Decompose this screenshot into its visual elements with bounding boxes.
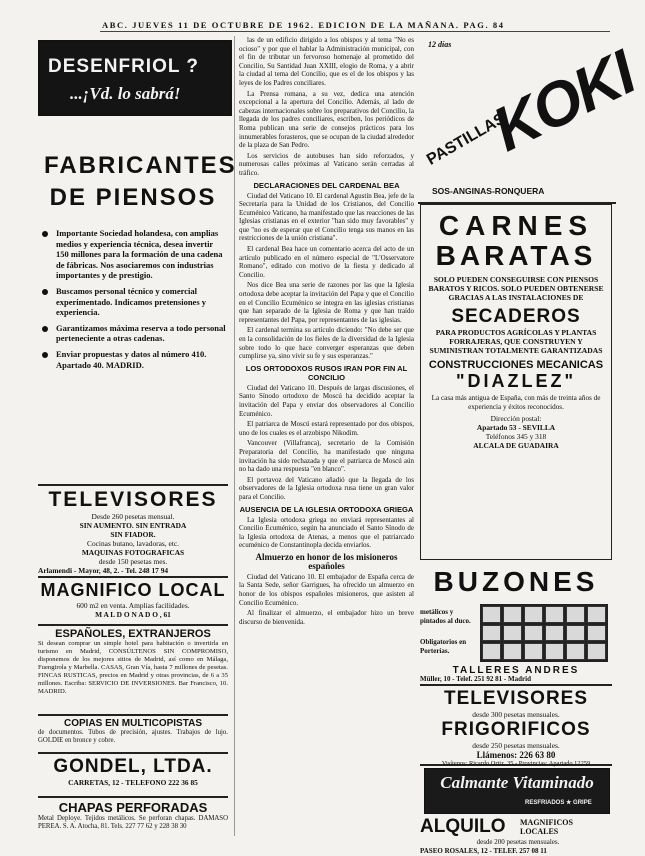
- news-paragraph: La Prensa romana, a su vez, dedica una atención excepcional a la apertura del Concilio. Además, al lado de cabezas internacionales sobre los preparativos del Concilio, la llegada de los padres conciliares, escriben, los periódicos de Roma publican una serie de consejos prácticos para los innumerables forasteros, que se ocupan de la ciudad alrededor de la plaza de San Pedro.: [239, 89, 414, 150]
- fabricantes-bullet: Buscamos personal técnico y comercial experimentado. Indicamos pretensiones y experiencia.: [42, 286, 226, 318]
- fabricantes-bullet: Enviar propuestas y datos al número 410. Apartado 40. MADRID.: [42, 349, 226, 370]
- talleres-line: Müller, 10 - Telef. 251 92 81 - Madrid: [420, 675, 531, 683]
- televisores-line: SIN AUMENTO. SIN ENTRADA: [79, 521, 187, 530]
- espanoles-body: Si desean comprar un simple hotel para habitación o invertirla en turismo en Madrid, CONSÚLTENOS SIN COMPROMISO, disponemos de los mejores sitios de Madrid, así como en Málaga, Fuengirola y Marbella. CASAS, Gran Vía, hasta 7 millones de pesetas. FINCAS RUSTICAS, precios en Madrid y otras provincias, de 6 a 35 millones. Escriba: SERVICIO DE INVERSIONES. Bar Francisco, 10. MADRID.: [38, 640, 228, 695]
- calmante-sub: RESFRIADOS ★ GRIPE: [525, 800, 592, 806]
- televisores2-ad: [420, 688, 612, 766]
- copias-title: COPIAS EN MULTICOPISTAS: [64, 718, 202, 729]
- header-rule: [100, 31, 610, 32]
- fabricantes-ad: [38, 120, 237, 486]
- buzones-title: BUZONES: [433, 566, 599, 597]
- copias-ad: [38, 718, 228, 754]
- alquilo-sub: desde 200 pesetas mensuales.: [476, 838, 560, 846]
- news-paragraph: El patriarca de Moscú estará representado por dos obispos, uno de los cuales es el arzobispo Nikodim.: [239, 420, 414, 437]
- news-paragraph: Ciudad del Vaticano 10. El cardenal Agustín Bea, jefe de la Secretaría para la Unidad de los Cristianos, del Concilio Ecuménico Vaticano, ha manifestado que las reacciones de las Iglesias cristianas en el exterior "han sido muy favorables" y que "no es de esperar que el Concilio tenga sus manos en las restricciones de la unión cristiana".: [239, 191, 414, 243]
- news-paragraph: Ciudad del Vaticano 10. Después de largas discusiones, el Santo Sínodo ortodoxo de Moscú ha decidido aceptar la invitación del Papa y enviar dos observadores al Concilio Ecuménico.: [239, 383, 414, 418]
- news-paragraph: Nos dice Bea una serie de razones por las que la Iglesia ortodoxa debe aceptar la invitación del Papa y que el Concilio en el Concilio Ecuménico se integra en las iglesias cristianas que han separado de la Iglesia de Roma y que han traído representantes del Papa, por representantes de las iglesias.: [239, 281, 414, 324]
- news-paragraph: El portavoz del Vaticano añadió que la llegada de los observadores de la Iglesia ortodoxa rusa tiene un gran valor para el Concilio.: [239, 475, 414, 501]
- news-paragraph: Ciudad del Vaticano 10. El embajador de España cerca de la Santa Sede, señor Garrigues, ha ofrecido un almuerzo en honor de los obispos españoles misioneros, que asisten al Concilio Ecuménico.: [239, 572, 414, 607]
- carnes-address-line: Dirección postal:: [490, 414, 542, 424]
- news-paragraph: las de un edificio dirigido a los obispos y al tema "No es ocioso" y por que el hablar la Administración municipal, con el fin de tributar un fervoroso homenaje al prometido del Concilio, Su Santidad Juan XXIII, elogio de Roma, y a abrir la ciudad al tema del Concilio, que es el de los obispos y las leyes de los Padres conciliares.: [239, 36, 414, 87]
- televisores-footer: Arlamendi - Mayor, 48, 2. - Tel. 248 17 94: [38, 566, 169, 575]
- calmante-ad: [424, 768, 610, 814]
- news-paragraph: Los servicios de autobuses han sido reforzados, y numerosas calles próximas al Vaticano serán cerradas al tráfico.: [239, 151, 414, 177]
- alquilo-title: ALQUILO: [420, 816, 506, 837]
- carnes-address-line: Teléfonos 345 y 318: [485, 432, 547, 442]
- news-paragraph: El cardenal Bea hace un comentario acerca del acto de un artículo publicado en el número especial de "L'Osservatore Romano", editado con motivo de la fiesta y dedicado al Concilio.: [239, 245, 414, 279]
- koki-sub: SOS-ANGINAS-RONQUERA: [432, 186, 545, 196]
- news-paragraph: Al finalizar el almuerzo, el embajador hizo un breve discurso de bienvenida.: [239, 609, 414, 626]
- column-left: [38, 40, 237, 835]
- headline-almuerzo: Almuerzo en honor de los misioneros españoles: [255, 551, 398, 571]
- news-paragraph: La Iglesia ortodoxa griega no enviará representantes al Concilio Ecuménico, según ha anunciado el Santo Sínodo de la Iglesia ortodoxa de Atenas, a menos que el patriarcado ecuménico de Constantinopla decida enviarlos.: [239, 515, 414, 550]
- espanoles-ad: [38, 628, 228, 716]
- carnes-body-1: SOLO PUEDEN CONSEGUIRSE CON PIENSOS BARATOS Y RICOS. SOLO PUEDEN OBTENERSE GRACIAS A LAS INSTALACIONES DE: [428, 275, 604, 302]
- fabricantes-bullet: Importante Sociedad holandesa, con amplias medios y experiencia técnica, desea invertir 150 millones para la formación de una cadena de fábricas. Nos asociaremos con industrias importantes y de prestigio.: [42, 228, 226, 281]
- carnes-secaderos: SECADEROS: [451, 306, 581, 327]
- headline-ausencia: AUSENCIA DE LA IGLESIA ORTODOXA GRIEGA: [239, 504, 414, 514]
- carnes-address-line: ALCALA DE GUADAIRA: [473, 441, 559, 451]
- televisores-line: desde 150 pesetas mes.: [98, 557, 168, 566]
- fabricantes-title: FABRICANTES DE PIENSOS: [44, 152, 237, 211]
- column-right: [418, 38, 645, 855]
- televisores-line: Cocinas butano, lavadoras, etc.: [87, 539, 179, 548]
- buzones-left-line: Obligatorios en Porterías.: [420, 638, 467, 655]
- chapas-title: CHAPAS PERFORADAS: [58, 800, 208, 815]
- headline-ortodoxos: LOS ORTODOXOS RUSOS IRAN POR FIN AL CONCILIO: [245, 363, 408, 382]
- buzones-left-line: metálicos y pintados al duco.: [420, 608, 471, 625]
- magnifico-line: 600 m2 en venta. Amplias facilidades.: [76, 601, 190, 610]
- desenfriol-title: DESENFRIOL ?: [48, 56, 199, 77]
- televisores-line: SIN FIADOR.: [110, 530, 156, 539]
- espanoles-title: ESPAÑOLES, EXTRANJEROS: [55, 628, 211, 640]
- news-paragraph: Vancouver (Villafranca), secretario de la Comisión Preparatoria del Concilio, ha manifestado que ninguna invitación ha sido rechazada y que el patriarca de Moscú aún no ha dado una respuesta "en blanco".: [239, 439, 414, 474]
- copias-body: de documentos. Tubos de precisión, ajustes. Trabajos de lujo. GOLDIE en bronce y cobre.: [38, 729, 228, 744]
- column-news: [234, 36, 414, 836]
- televisores2-title: TELEVISORES: [443, 688, 589, 709]
- carnes-title-1: CARNES: [438, 210, 594, 241]
- carnes-construcciones: CONSTRUCCIONES MECANICAS: [428, 359, 604, 371]
- carnes-body-2: PARA PRODUCTOS AGRÍCOLAS Y PLANTAS FORRAJERAS, QUE CONSTRUYEN Y SUMINISTRAN TOTALMENTE GARANTIZADAS: [429, 328, 603, 355]
- carnes-body-3: La casa más antigua de España, con más de treinta años de experiencia y éxitos reconocidos.: [431, 394, 601, 411]
- gondel-ad: [38, 756, 228, 798]
- televisores-title: TELEVISORES: [48, 488, 218, 511]
- mailbox-grid-icon: [480, 604, 608, 662]
- frigorificos-sub: desde 250 pesetas mensuales.: [472, 741, 560, 750]
- chapas-body: Metal Deploye. Tejidos metálicos. Se perforan chapas. DAMASO PEREA. S. A. Atocha, 81. Tels. 227 77 62 y 228 38 30: [38, 815, 228, 830]
- magnifico-ad: [38, 580, 228, 626]
- gondel-title: GONDEL, LTDA.: [53, 756, 213, 777]
- talleres-title: TALLERES ANDRES: [452, 665, 580, 676]
- chapas-ad: [38, 800, 228, 834]
- fabricantes-bullet: Garantizamos máxima reserva a todo personal perteneciente a otras cadenas.: [42, 323, 226, 344]
- frigorificos-title: FRIGORIFICOS: [441, 719, 591, 740]
- magnifico-title: MAGNIFICO LOCAL: [40, 580, 226, 600]
- buzones-ad: [420, 566, 612, 686]
- llamenos-phone: Llámenos: 226 63 80: [476, 750, 556, 760]
- televisores2-footer: Visítenos: Ricardo Ortiz, 35 - Provincias: Apartado 12259: [441, 760, 591, 767]
- magnifico-line: M A L D O N A D O , 61: [95, 610, 171, 619]
- televisores-line: Desde 260 pesetas mensual.: [91, 512, 175, 521]
- koki-top-label: 12 días: [428, 40, 452, 49]
- koki-brand: KOKI: [482, 38, 645, 165]
- carnes-diazlez: "DIAZLEZ": [455, 371, 577, 391]
- carnes-title-2: BARATAS: [435, 240, 597, 271]
- calmante-brand: Calmante Vitaminado: [440, 773, 594, 792]
- desenfriol-ad: [38, 40, 232, 116]
- televisores-ad: [38, 488, 228, 578]
- alquilo-right: MAGNIFICOS LOCALES: [520, 818, 573, 836]
- news-paragraph: El cardenal termina su artículo diciendo: "No debe ser que en la consolidación de los fieles de la diversidad de la Iglesia sobre todo lo que hace converger esperanzas que deben cumplirse ya, sino vivir su fe y sus esperanzas.": [239, 326, 414, 361]
- televisores2-sub: desde 300 pesetas mensuales.: [472, 710, 560, 719]
- alquilo-ad: [420, 816, 616, 855]
- desenfriol-tagline: ...¡Vd. lo sabrá!: [70, 84, 181, 103]
- koki-prefix: PASTILLAS: [424, 110, 509, 169]
- alquilo-footer: PASEO ROSALES, 12 - TELEF. 257 08 11: [420, 847, 547, 855]
- carnes-address-line: Apartado 53 - SEVILLA: [476, 423, 556, 433]
- carnes-ad: [420, 204, 612, 560]
- koki-ad: [418, 38, 645, 204]
- televisores-line: MAQUINAS FOTOGRAFICAS: [81, 548, 185, 557]
- gondel-footer: CARRETAS, 12 - TELEFONO 222 36 85: [68, 778, 198, 787]
- page-header: ABC. JUEVES 11 DE OCTUBRE DE 1962. EDICION DE LA MAÑANA. PAG. 84: [102, 20, 505, 30]
- headline-cardenal-bea: DECLARACIONES DEL CARDENAL BEA: [253, 180, 400, 190]
